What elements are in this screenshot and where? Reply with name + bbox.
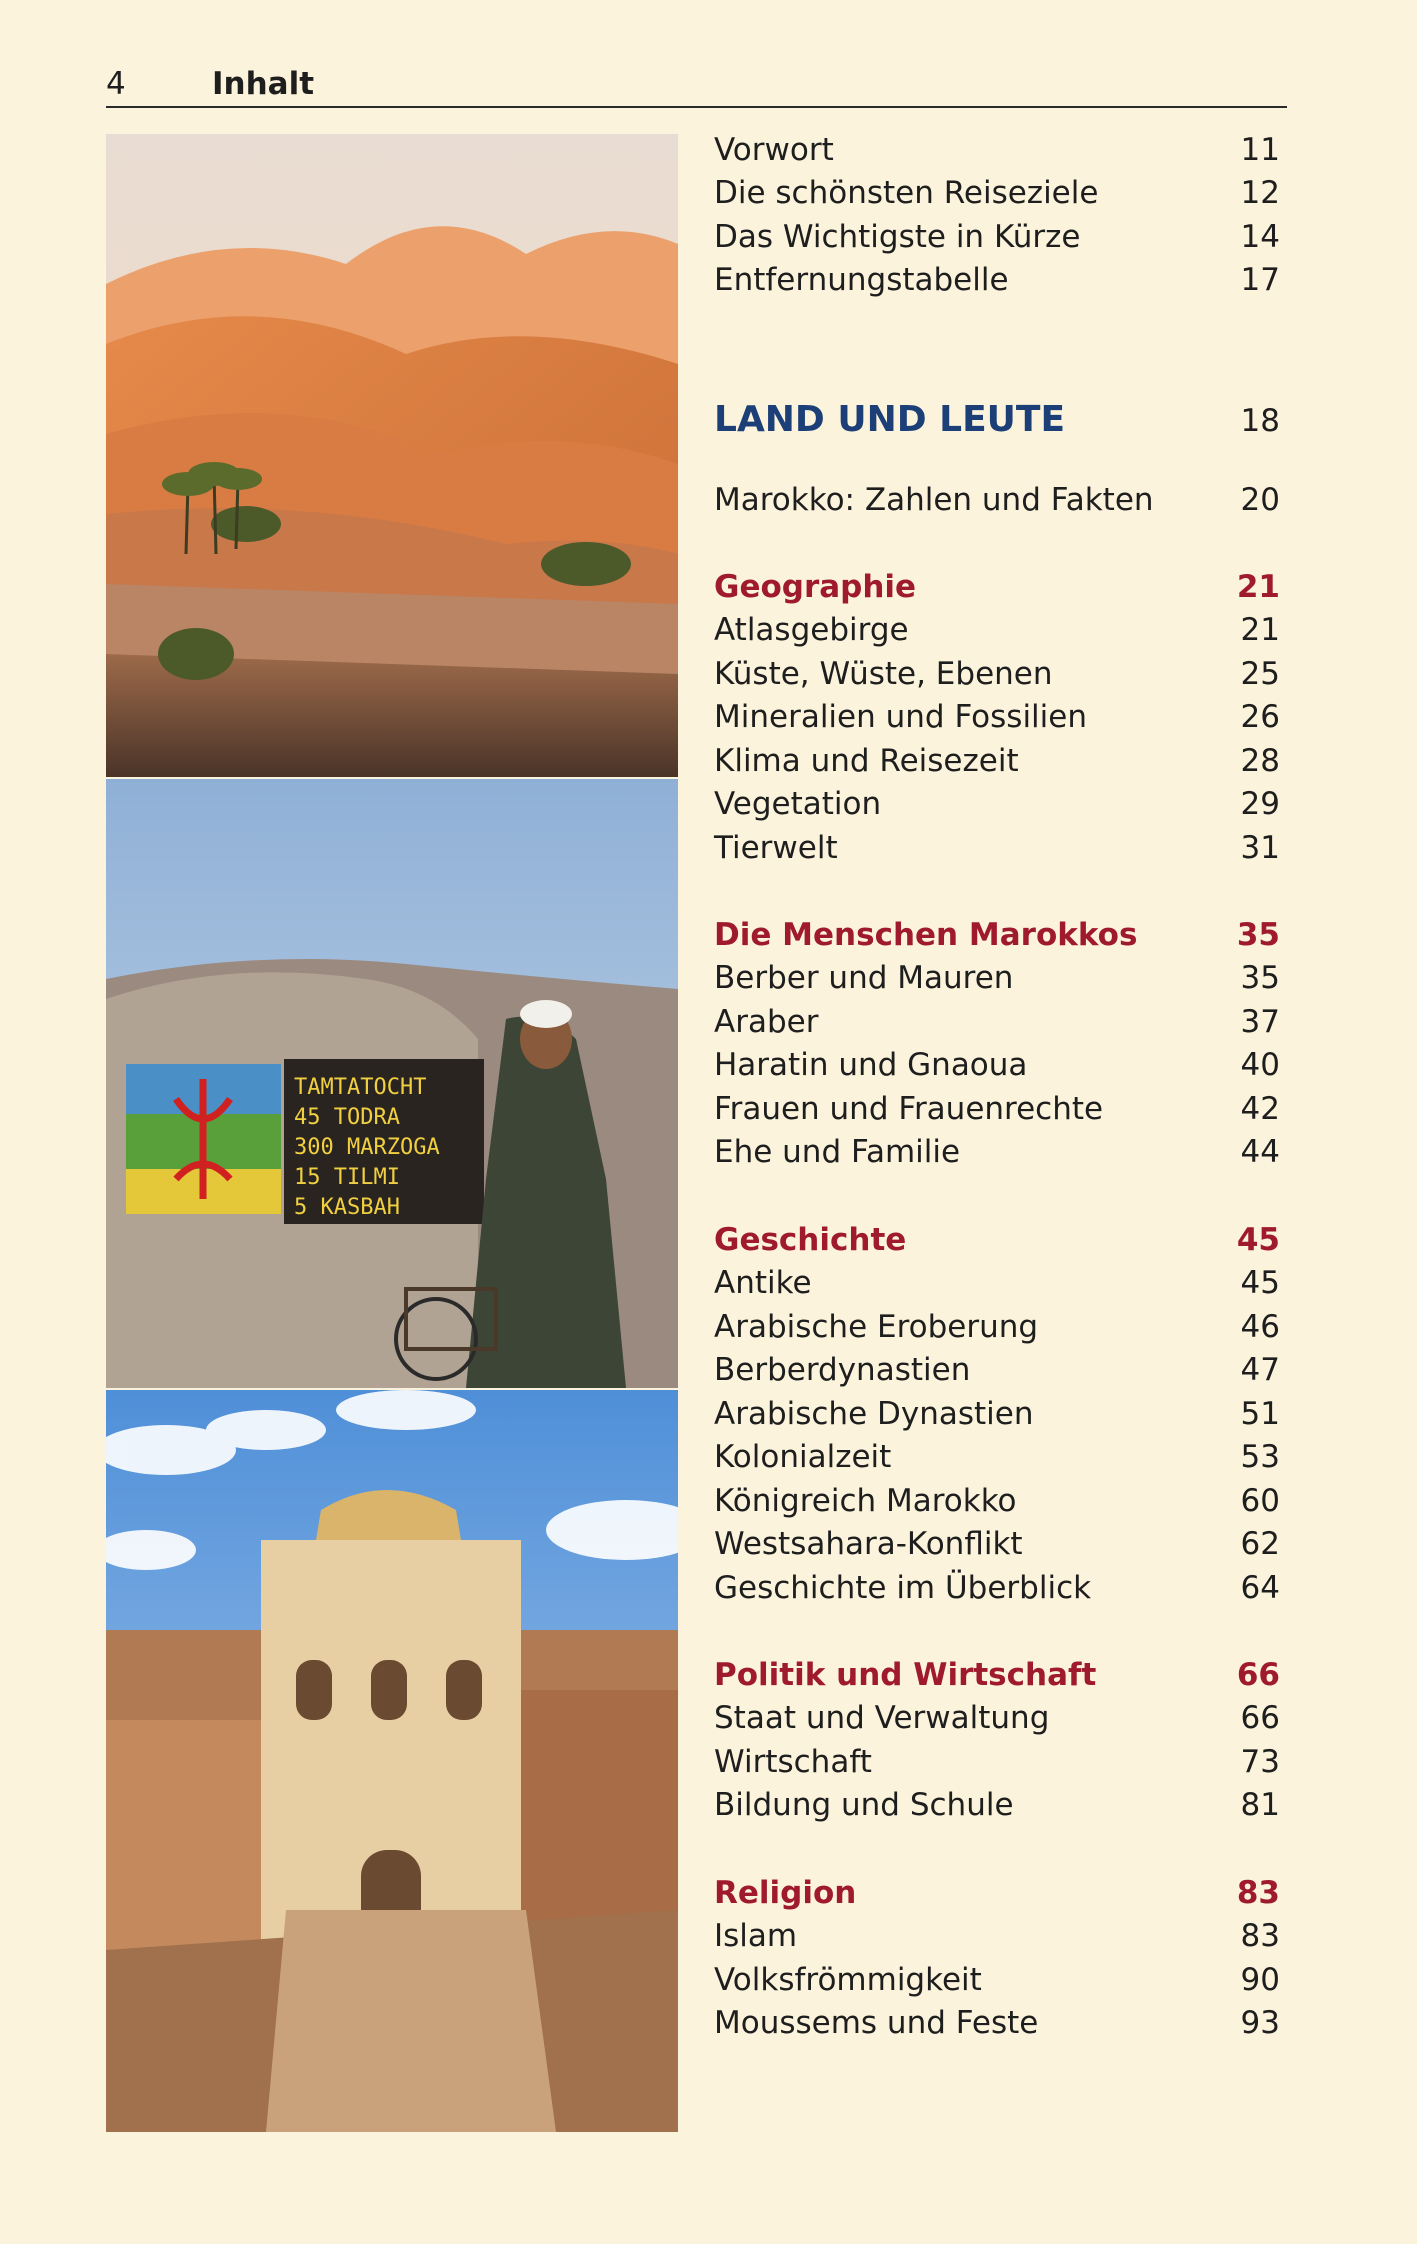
toc-page-number: 12	[1240, 175, 1280, 211]
toc-entry	[714, 956, 1280, 1000]
man-with-bicycle-painted-wall-photo	[106, 779, 678, 1388]
toc-page-number: 83	[1236, 1875, 1280, 1911]
toc-entry	[714, 1392, 1280, 1436]
toc-page-number: 66	[1236, 1657, 1280, 1693]
toc-label: Westsahara-Konflikt	[714, 1526, 1023, 1562]
toc-page-number: 37	[1240, 1004, 1280, 1040]
toc-page-number: 40	[1240, 1047, 1280, 1083]
toc-label: Marokko: Zahlen und Fakten	[714, 482, 1154, 518]
toc-label: Arabische Eroberung	[714, 1309, 1039, 1345]
toc-label: Die Menschen Marokkos	[714, 917, 1138, 953]
toc-label: Politik und Wirtschaft	[714, 1657, 1097, 1693]
toc-page-number: 46	[1240, 1309, 1280, 1345]
toc-label: Wirtschaft	[714, 1744, 872, 1780]
toc-entry	[714, 1740, 1280, 1784]
toc-page-number: 29	[1240, 786, 1280, 822]
toc-label: Küste, Wüste, Ebenen	[714, 656, 1053, 692]
table-of-contents	[714, 0, 1280, 2244]
toc-entry	[714, 1000, 1280, 1044]
toc-entry	[714, 478, 1280, 522]
toc-entry	[714, 1958, 1280, 2002]
toc-section-heading	[714, 1871, 1280, 1915]
svg-text:15 TILMI: 15 TILMI	[294, 1165, 400, 1190]
domed-tower-photo	[106, 1390, 678, 2132]
toc-section-heading	[714, 1218, 1280, 1262]
toc-entry	[714, 171, 1280, 215]
toc-entry	[714, 652, 1280, 696]
toc-entry	[714, 1435, 1280, 1479]
svg-text:300 MARZOGA: 300 MARZOGA	[294, 1135, 440, 1160]
toc-entry	[714, 695, 1280, 739]
toc-label: Die schönsten Reiseziele	[714, 175, 1099, 211]
toc-part-heading	[714, 398, 1280, 442]
toc-label: Antike	[714, 1265, 812, 1301]
toc-page-number: 47	[1240, 1352, 1280, 1388]
toc-page-number: 73	[1240, 1744, 1280, 1780]
toc-entry	[714, 1348, 1280, 1392]
toc-page-number: 42	[1240, 1091, 1280, 1127]
toc-page-number: 64	[1240, 1570, 1280, 1606]
toc-label: Berber und Mauren	[714, 960, 1014, 996]
toc-entry	[714, 608, 1280, 652]
toc-section-heading	[714, 1653, 1280, 1697]
toc-entry	[714, 739, 1280, 783]
toc-label: Das Wichtigste in Kürze	[714, 219, 1081, 255]
toc-page-number: 51	[1240, 1396, 1280, 1432]
toc-label: Volksfrömmigkeit	[714, 1962, 982, 1998]
photo-column	[106, 134, 678, 2132]
toc-entry	[714, 1305, 1280, 1349]
toc-section-heading	[714, 565, 1280, 609]
toc-page-number: 45	[1236, 1222, 1280, 1258]
toc-page-number: 81	[1240, 1787, 1280, 1823]
toc-page-number: 25	[1240, 656, 1280, 692]
page-number: 4	[106, 66, 126, 102]
toc-label: Kolonialzeit	[714, 1439, 892, 1475]
toc-label: Geschichte im Überblick	[714, 1570, 1092, 1606]
toc-page-number: 90	[1240, 1962, 1280, 1998]
toc-page-number: 35	[1240, 960, 1280, 996]
toc-label: Moussems und Feste	[714, 2005, 1039, 2041]
toc-entry	[714, 1566, 1280, 1610]
toc-entry	[714, 1479, 1280, 1523]
toc-entry	[714, 1696, 1280, 1740]
svg-text:TAMTATOCHT: TAMTATOCHT	[294, 1075, 427, 1100]
toc-section-heading	[714, 913, 1280, 957]
toc-page-number: 26	[1240, 699, 1280, 735]
toc-label: Geschichte	[714, 1222, 907, 1258]
svg-text:45 TODRA: 45 TODRA	[294, 1105, 400, 1130]
toc-label: Staat und Verwaltung	[714, 1700, 1050, 1736]
toc-page-number: 93	[1240, 2005, 1280, 2041]
toc-label: Tierwelt	[714, 830, 838, 866]
toc-label: Mineralien und Fossilien	[714, 699, 1087, 735]
toc-entry	[714, 1087, 1280, 1131]
toc-page-number: 21	[1236, 569, 1280, 605]
toc-label: Haratin und Gnaoua	[714, 1047, 1028, 1083]
toc-label: Bildung und Schule	[714, 1787, 1014, 1823]
toc-page-number: 45	[1240, 1265, 1280, 1301]
toc-page-number: 18	[1240, 403, 1280, 439]
toc-page-number: 53	[1240, 1439, 1280, 1475]
toc-label: Religion	[714, 1875, 857, 1911]
toc-label: Klima und Reisezeit	[714, 743, 1019, 779]
toc-label: Araber	[714, 1004, 819, 1040]
toc-entry	[714, 2001, 1280, 2045]
toc-label: Frauen und Frauenrechte	[714, 1091, 1104, 1127]
toc-label: Geographie	[714, 569, 917, 605]
toc-entry	[714, 1914, 1280, 1958]
toc-entry	[714, 1522, 1280, 1566]
toc-page-number: 11	[1240, 132, 1280, 168]
toc-label: Entfernungstabelle	[714, 262, 1009, 298]
page-title: Inhalt	[212, 66, 315, 102]
toc-label: Vegetation	[714, 786, 882, 822]
toc-label: Atlasgebirge	[714, 612, 909, 648]
toc-page-number: 21	[1240, 612, 1280, 648]
toc-page-number: 62	[1240, 1526, 1280, 1562]
toc-entry	[714, 782, 1280, 826]
toc-page-number: 60	[1240, 1483, 1280, 1519]
toc-page-number: 35	[1236, 917, 1280, 953]
toc-label: Berberdynastien	[714, 1352, 971, 1388]
svg-text:5 KASBAH: 5 KASBAH	[294, 1195, 400, 1220]
toc-page-number: 83	[1240, 1918, 1280, 1954]
toc-entry	[714, 258, 1280, 302]
toc-entry	[714, 826, 1280, 870]
toc-entry	[714, 1783, 1280, 1827]
toc-entry	[714, 1043, 1280, 1087]
desert-dunes-photo	[106, 134, 678, 777]
toc-page-number: 28	[1240, 743, 1280, 779]
toc-page-number: 14	[1240, 219, 1280, 255]
toc-label: LAND UND LEUTE	[714, 399, 1066, 440]
toc-label: Königreich Marokko	[714, 1483, 1017, 1519]
toc-page-number: 20	[1240, 482, 1280, 518]
toc-label: Ehe und Familie	[714, 1134, 961, 1170]
toc-label: Vorwort	[714, 132, 834, 168]
toc-page-number: 17	[1240, 262, 1280, 298]
toc-entry	[714, 1130, 1280, 1174]
toc-entry	[714, 128, 1280, 172]
toc-page-number: 44	[1240, 1134, 1280, 1170]
toc-page-number: 31	[1240, 830, 1280, 866]
toc-entry	[714, 1261, 1280, 1305]
toc-entry	[714, 215, 1280, 259]
toc-page-number: 66	[1240, 1700, 1280, 1736]
toc-label: Arabische Dynastien	[714, 1396, 1034, 1432]
toc-label: Islam	[714, 1918, 798, 1954]
